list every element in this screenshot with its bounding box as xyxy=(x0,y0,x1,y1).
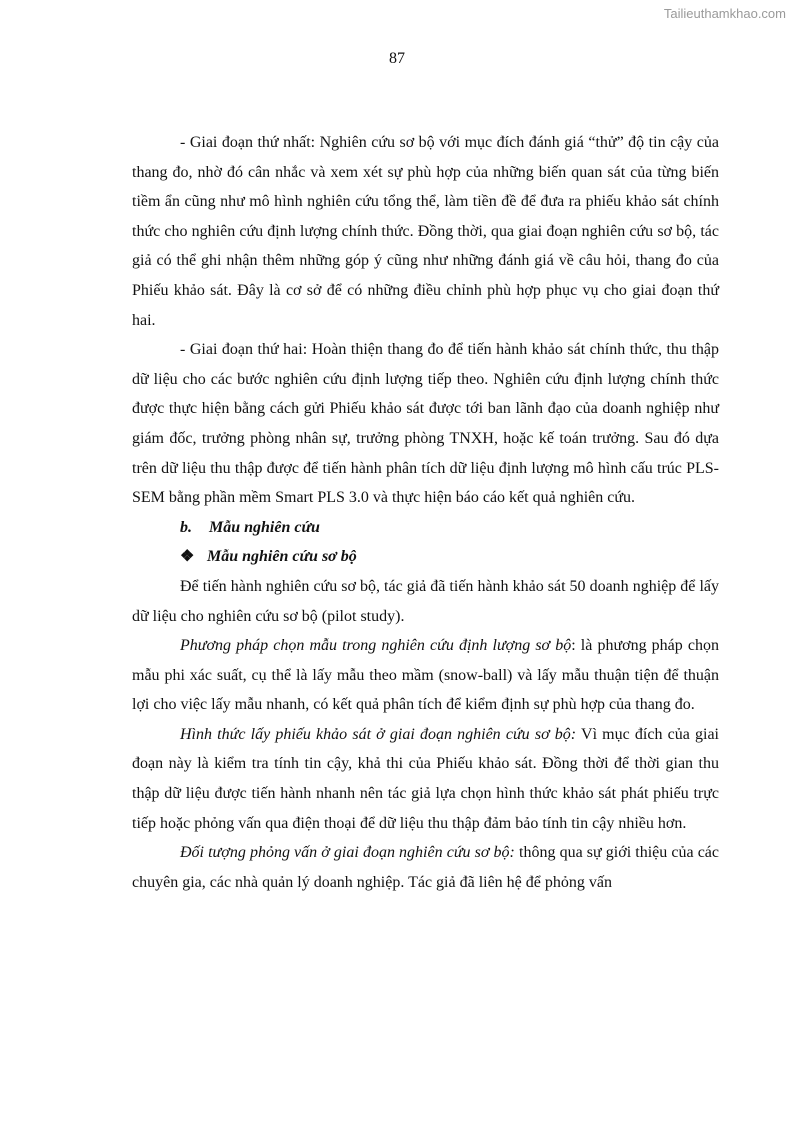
form-lead: Hình thức lấy phiếu khảo sát ở giai đoạn nghiên cứu sơ bộ: xyxy=(180,725,577,743)
paragraph-pilot-intro: Để tiến hành nghiên cứu sơ bộ, tác giả đã tiến hành khảo sát 50 doanh nghiệp để lấy dữ liệu cho nghiên cứu sơ bộ (pilot study). xyxy=(132,577,719,625)
document-body xyxy=(132,128,719,897)
form-body: Vì mục đích của giai đoạn này là kiểm tra tính tin cậy, khả thi của Phiếu khảo sát. Đồng thời để thời gian thu thập dữ liệu được tiến hành nhanh nên tác giả lựa chọn hình thức khảo sát phát phiếu trực tiếp hoặc phỏng vấn qua điện thoại để dữ liệu thu thập đảm bảo tính tin cậy nhiều hơn. xyxy=(132,725,719,832)
subsection-title: Mẫu nghiên cứu sơ bộ xyxy=(207,548,357,566)
paragraph-sampling-method xyxy=(132,631,719,720)
sampling-body: : là phương pháp chọn mẫu phi xác suất, cụ thể là lấy mẫu theo mầm (snow-ball) và lấy mẫu thuận tiện để thuận lợi cho việc lấy mẫu nhanh, có kết quả phân tích để kiểm định sự phù hợp của thang đo. xyxy=(132,637,720,714)
paragraph-stage-two: - Giai đoạn thứ hai: Hoàn thiện thang đo để tiến hành khảo sát chính thức, thu thập dữ liệu cho các bước nghiên cứu định lượng tiếp theo. Nghiên cứu định lượng chính thức được thực hiện bằng cách gửi Phiếu khảo sát được tới ban lãnh đạo của doanh nghiệp như giám đốc, trưởng phòng nhân sự, trưởng phòng TNXH, hoặc kế toán trưởng. Sau đó dựa trên dữ liệu thu thập được để tiến hành phân tích dữ liệu định lượng mô hình cấu trúc PLS-SEM bằng phần mềm Smart PLS 3.0 và thực hiện báo cáo kết quả nghiên cứu. xyxy=(132,341,719,507)
page-number: 87 xyxy=(389,50,405,67)
subjects-body: thông qua sự giới thiệu của các chuyên gia, các nhà quản lý doanh nghiệp. Tác giả đã liên hệ để phỏng vấn xyxy=(132,844,720,891)
watermark: Tailieuthamkhao.com xyxy=(663,6,786,21)
section-title: Mẫu nghiên cứu xyxy=(209,518,320,536)
paragraph-stage-one: - Giai đoạn thứ nhất: Nghiên cứu sơ bộ với mục đích đánh giá “thử” độ tin cậy của thang đo, nhờ đó cân nhắc và xem xét sự phù hợp của những biến quan sát của từng biến tiềm ẩn cũng như mô hình nghiên cứu tổng thể, làm tiền đề để đưa ra phiếu khảo sát chính thức cho nghiên cứu định lượng chính thức. Đồng thời, qua giai đoạn nghiên cứu sơ bộ, tác giả có thể ghi nhận thêm những góp ý cũng như những đánh giá về câu hỏi, thang đo của Phiếu khảo sát. Đây là cơ sở để có những điều chỉnh phù hợp phục vụ cho giai đoạn thứ hai. xyxy=(132,134,719,329)
diamond-bullet-icon: ❖ xyxy=(180,548,195,566)
paragraph-survey-form xyxy=(132,720,719,838)
section-heading-b xyxy=(132,513,719,543)
subsection-heading-pilot xyxy=(132,542,719,572)
paragraph-interview-subjects xyxy=(132,838,719,897)
section-label: b. xyxy=(180,518,192,536)
sampling-lead: Phương pháp chọn mẫu trong nghiên cứu định lượng sơ bộ xyxy=(180,637,572,655)
subjects-lead: Đối tượng phỏng vấn ở giai đoạn nghiên cứu sơ bộ: xyxy=(180,844,515,862)
